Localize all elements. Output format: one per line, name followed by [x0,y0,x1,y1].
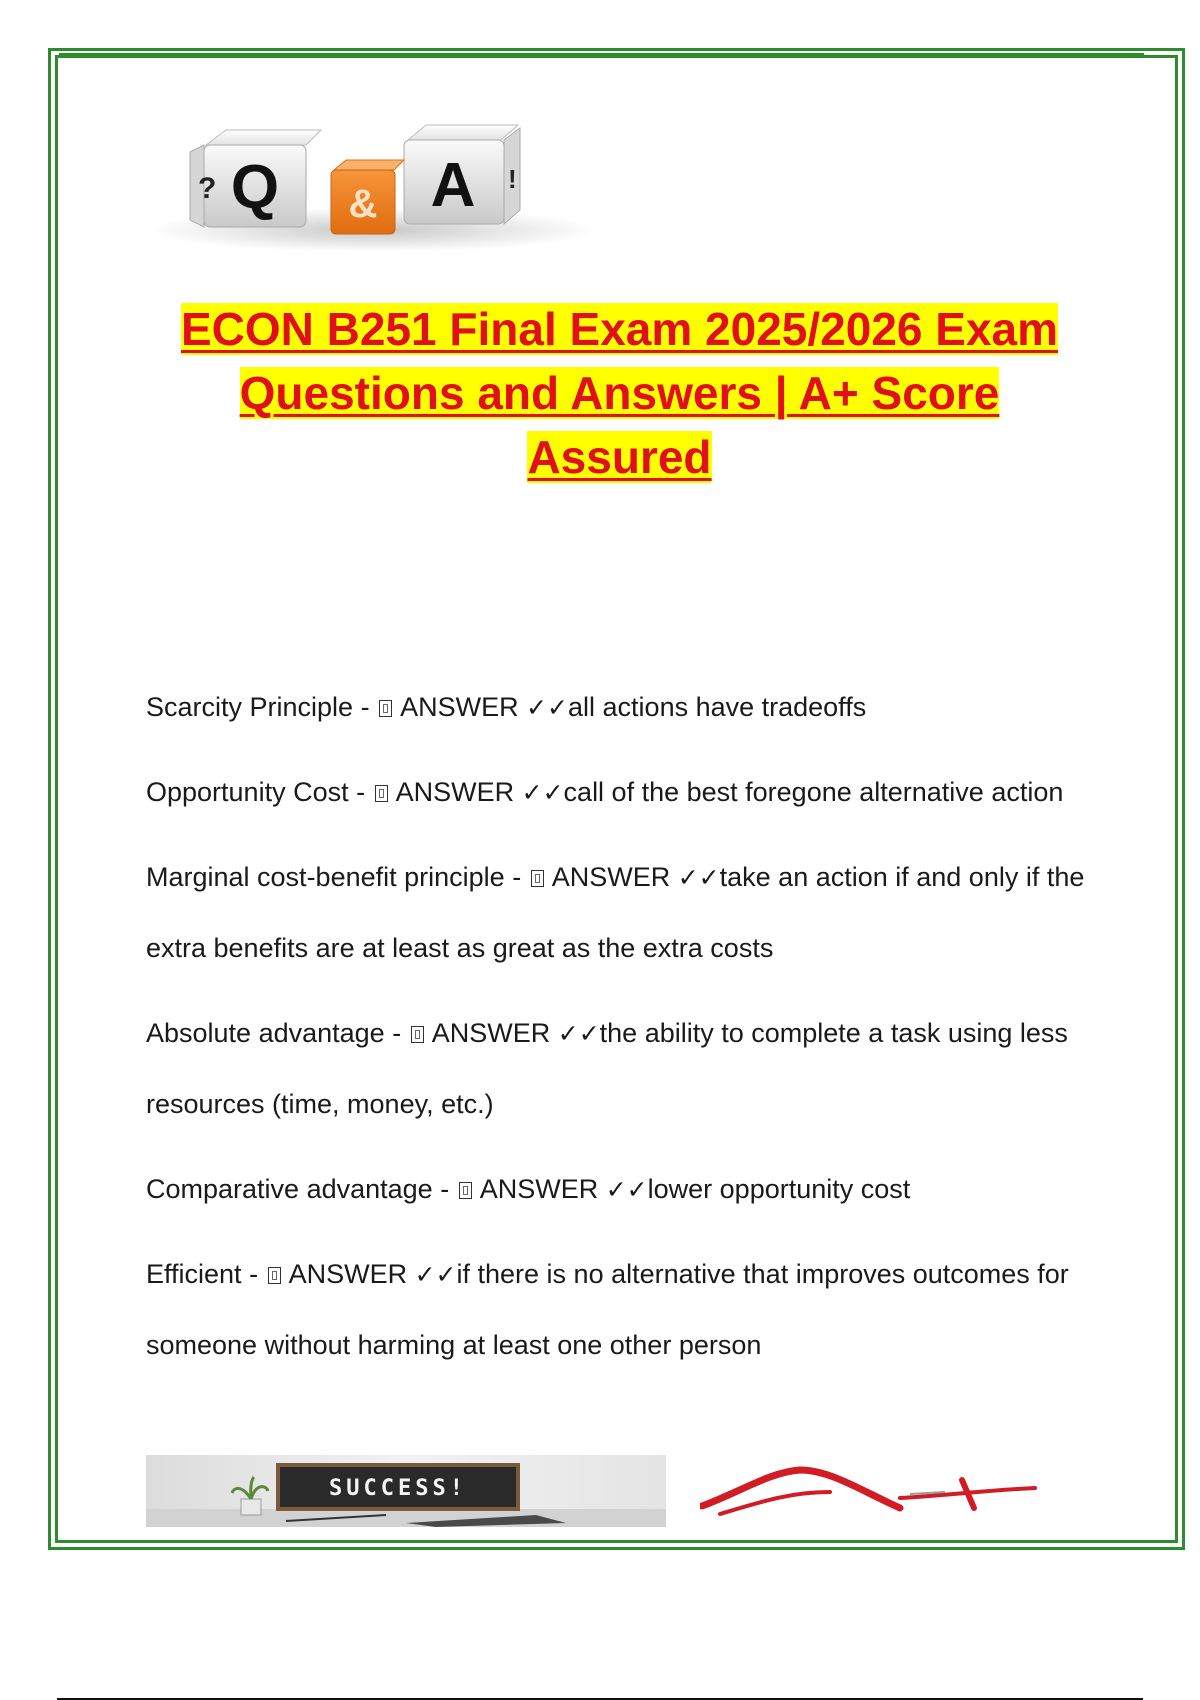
qa-separator: - [384,1018,409,1048]
svg-text:?: ? [198,172,217,205]
document-title [120,297,1119,489]
svg-text:SUCCESS!: SUCCESS! [329,1476,467,1501]
ampersand-cube [331,160,404,234]
title-line-3: Assured [527,431,712,483]
answer-marker: ANSWER [400,692,519,722]
answer-marker: ANSWER [395,777,515,807]
qa-separator: - [348,777,373,807]
qa-item [146,757,1091,828]
answer-marker: ANSWER [479,1174,599,1204]
double-check-icon: ✓✓ [414,1260,457,1289]
title-line-1: ECON B251 Final Exam 2025/2026 Exam [180,303,1059,355]
qa-separator: - [504,862,529,892]
grade-text: A+ [1028,1518,1030,1519]
qa-term: Efficient [146,1259,242,1289]
qa-separator: - [432,1174,457,1204]
success-banner-image [146,1455,666,1527]
answer-marker: ANSWER [288,1259,408,1289]
qa-list [146,672,1091,1381]
double-check-icon: ✓✓ [557,1019,600,1048]
qa-answer: the ability to complete a task using less resources (time, money, etc.) [146,1018,1068,1119]
svg-text:&: & [348,182,378,226]
missing-glyph-icon [411,1026,424,1043]
missing-glyph-icon [268,1267,281,1284]
missing-glyph-icon [375,785,388,802]
svg-text:A: A [430,151,476,220]
qa-item [146,998,1091,1140]
qa-answer: if there is no alternative that improves outcomes for someone without harming at least one other person [146,1259,1069,1360]
double-check-icon: ✓✓ [526,693,569,722]
q-cube [190,130,321,227]
qa-answer: all actions have tradeoffs [568,692,867,722]
a-cube [404,125,520,224]
double-check-icon: ✓✓ [521,778,564,807]
missing-glyph-icon [459,1182,472,1199]
svg-text:!: ! [508,164,517,194]
qa-term: Absolute advantage [146,1018,385,1048]
qa-item [146,842,1091,984]
qa-answer: take an action if and only if the extra benefits are at least as great as the extra costs [146,862,1085,963]
double-check-icon: ✓✓ [677,863,720,892]
top-rule [59,53,1144,55]
qa-separator: - [241,1259,266,1289]
qa-item [146,672,1091,743]
missing-glyph-icon [379,700,392,717]
qa-term: Opportunity Cost [146,777,349,807]
qa-term: Scarcity Principle [146,692,354,722]
answer-marker: ANSWER [431,1018,551,1048]
title-line-2: Questions and Answers | A+ Score [239,367,1000,419]
missing-glyph-icon [531,870,544,887]
a-plus-graphic [700,1462,1040,1522]
qa-term: Marginal cost-benefit principle [146,862,505,892]
qa-separator: - [353,692,378,722]
qa-term: Comparative advantage [146,1174,433,1204]
qa-answer: call of the best foregone alternative action [563,777,1064,807]
answer-marker: ANSWER [551,862,671,892]
qa-answer: lower opportunity cost [647,1174,911,1204]
qa-item [146,1154,1091,1225]
qa-item [146,1239,1091,1381]
double-check-icon: ✓✓ [605,1175,648,1204]
svg-text:Q: Q [230,153,280,222]
qa-cubes-logo [146,90,600,250]
